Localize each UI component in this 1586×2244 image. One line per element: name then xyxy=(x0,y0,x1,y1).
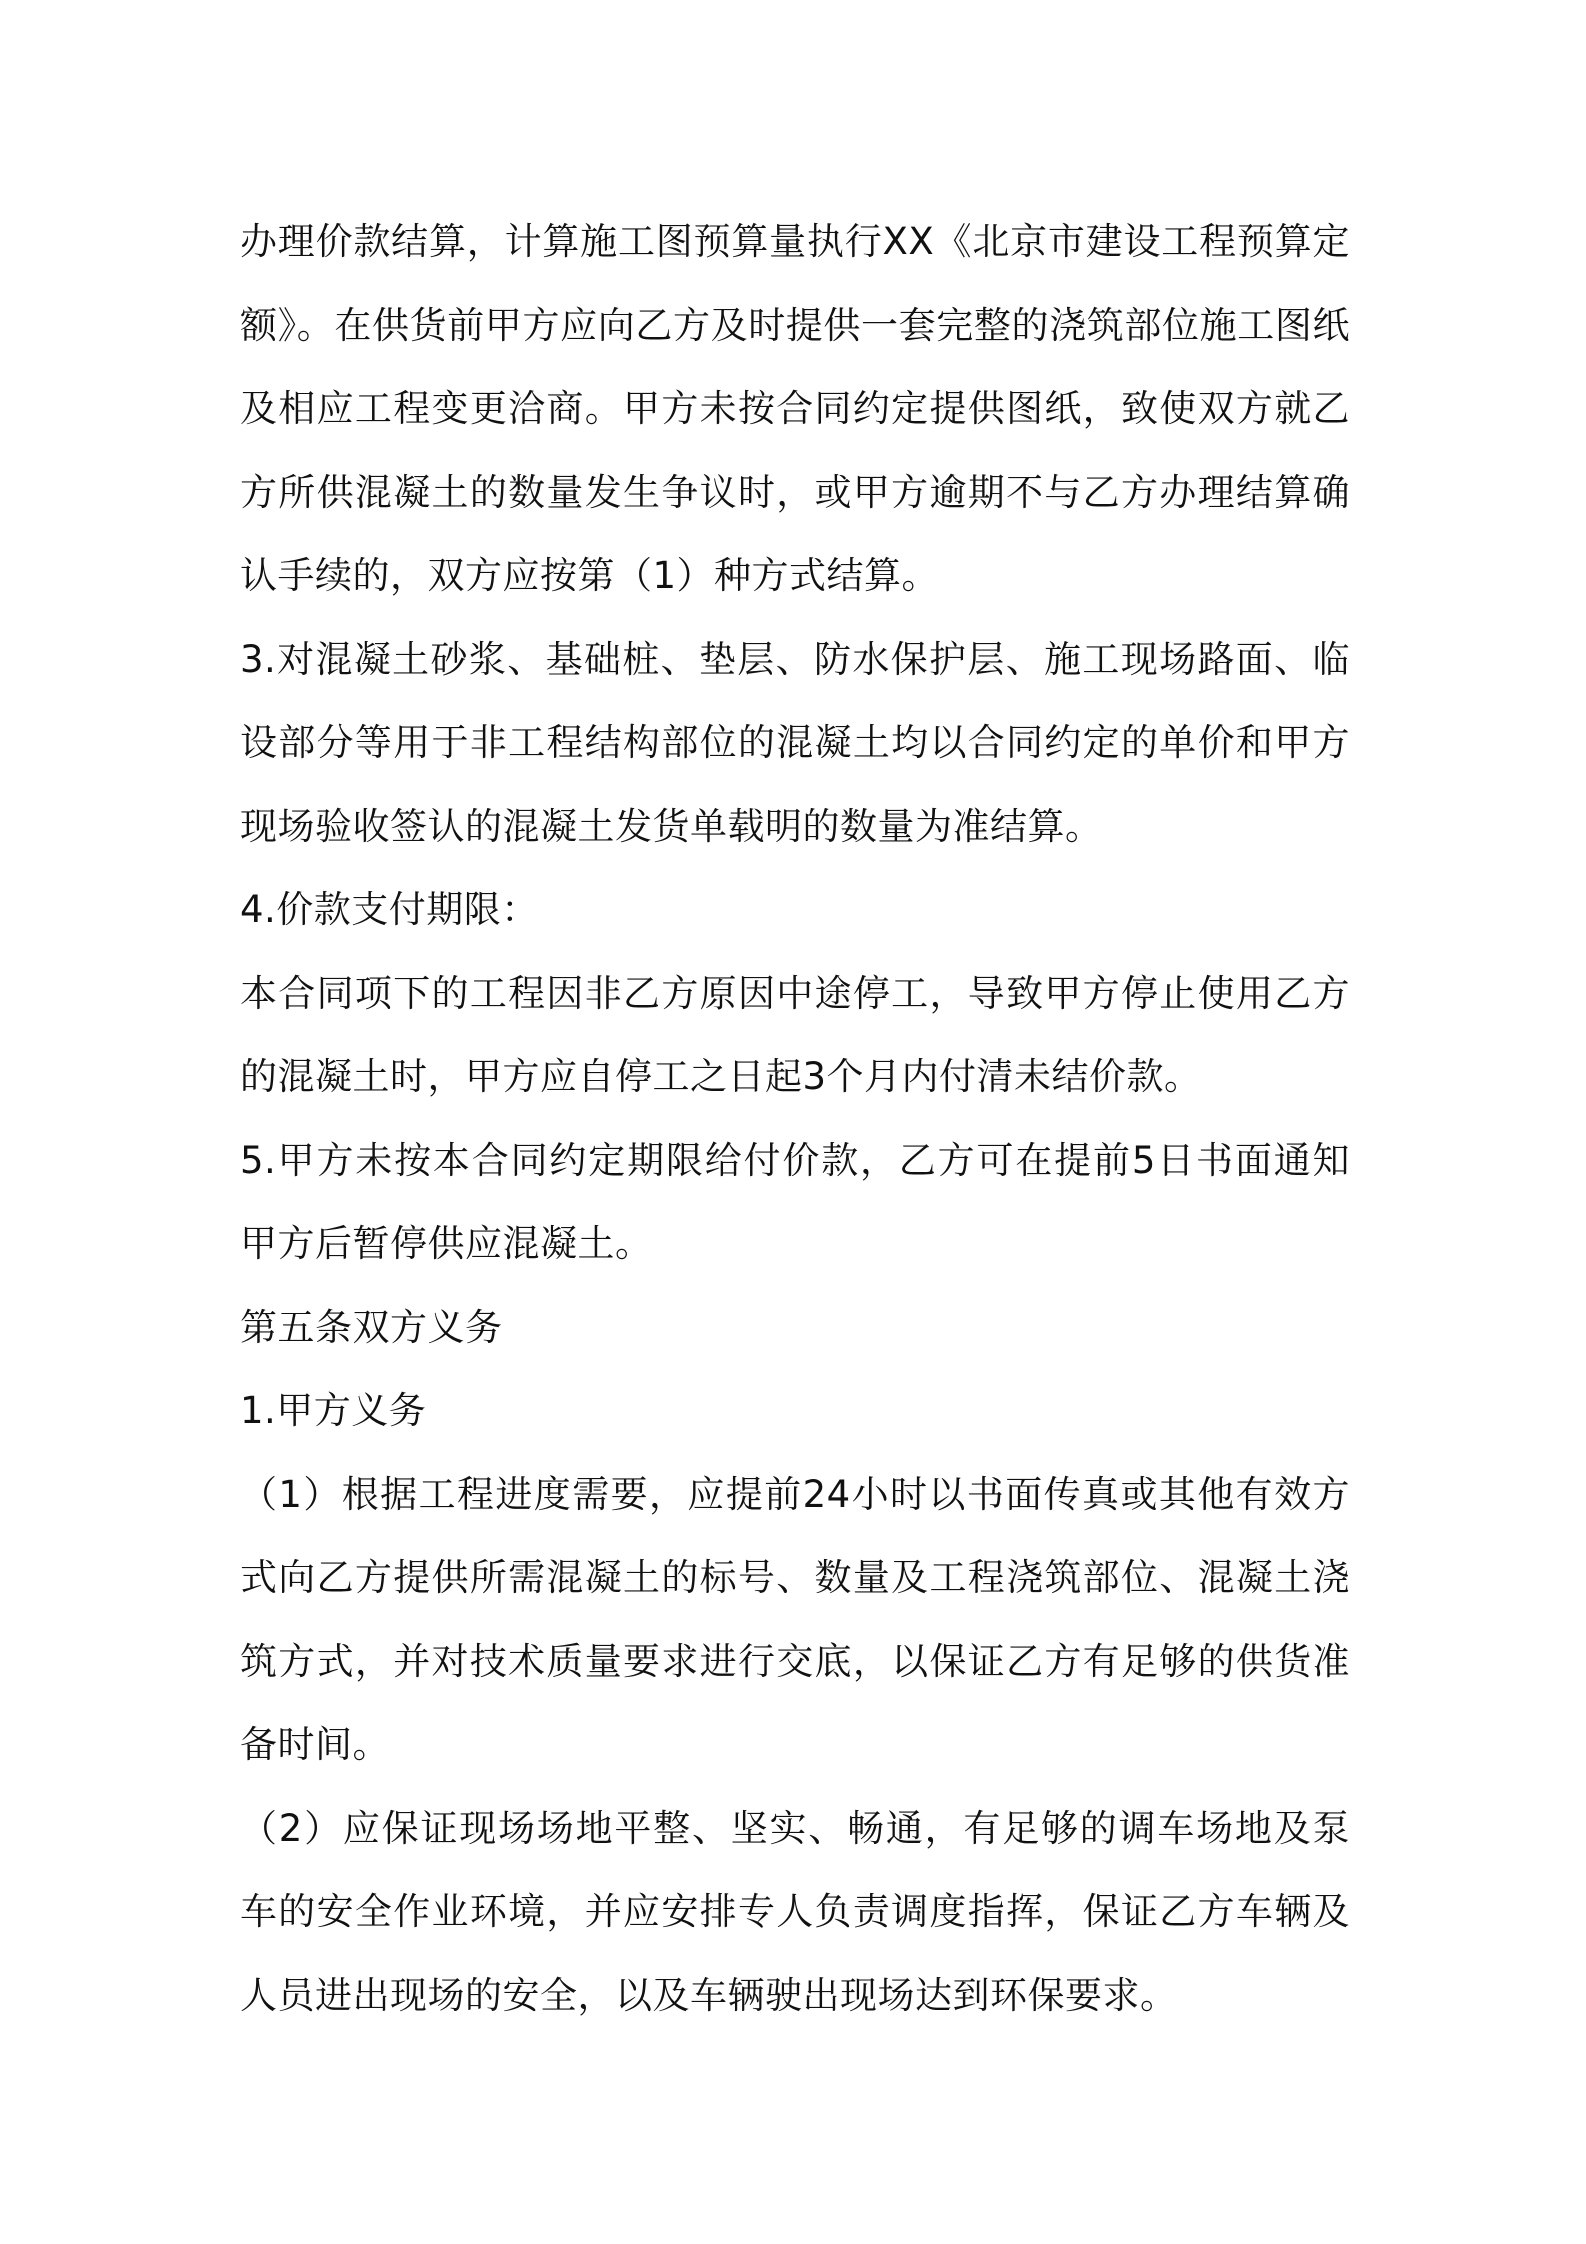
paragraph-clause-4-heading: 4.价款支付期限： xyxy=(240,888,539,931)
paragraph-clause-4-body: 本合同项下的工程因非乙方原因中途停工，导致甲方停止使用乙方的混凝土时，甲方应自停工之日起3个月内付清未结价款。 xyxy=(240,971,1350,1098)
article-5-heading: 第五条双方义务 xyxy=(240,1305,503,1349)
obligation-item-2: （2）应保证现场场地平整、坚实、畅通，有足够的调车场地及泵车的安全作业环境，并应安排专人负责调度指挥，保证乙方车辆及人员进出现场的安全，以及车辆驶出现场达到环保要求。 xyxy=(240,1806,1350,2017)
party-a-obligations-heading: 1.甲方义务 xyxy=(240,1389,427,1432)
paragraph-clause-3: 3.对混凝土砂浆、基础桩、垫层、防水保护层、施工现场路面、临设部分等用于非工程结构部位的混凝土均以合同约定的单价和甲方现场验收签认的混凝土发货单载明的数量为准结算。 xyxy=(240,637,1350,848)
paragraph-clause-5: 5.甲方未按本合同约定期限给付价款，乙方可在提前5日书面通知甲方后暂停供应混凝土。 xyxy=(240,1138,1350,1265)
obligation-item-1: （1）根据工程进度需要，应提前24小时以书面传真或其他有效方式向乙方提供所需混凝土的标号、数量及工程浇筑部位、混凝土浇筑方式，并对技术质量要求进行交底，以保证乙方有足够的供货准备时间。 xyxy=(240,1472,1350,1766)
document-body xyxy=(240,200,1350,2037)
paragraph-settlement-terms: 办理价款结算，计算施工图预算量执行XX《北京市建设工程预算定额》。在供货前甲方应向乙方及时提供一套完整的浇筑部位施工图纸及相应工程变更洽商。甲方未按合同约定提供图纸，致使双方就乙方所供混凝土的数量发生争议时，或甲方逾期不与乙方办理结算确认手续的，双方应按第（1）种方式结算。 xyxy=(240,220,1350,597)
